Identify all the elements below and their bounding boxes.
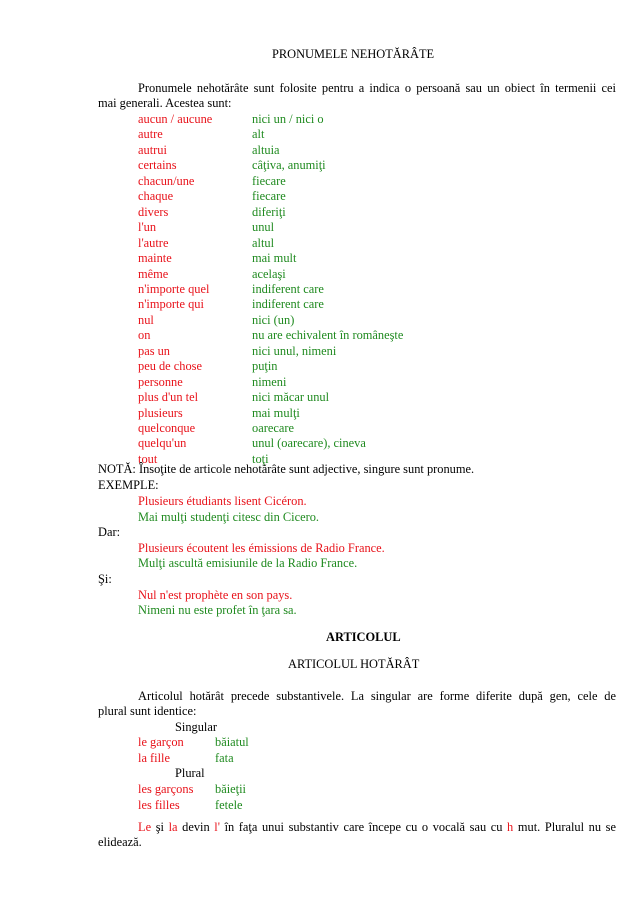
si-label: Şi: bbox=[98, 572, 112, 586]
pronoun-romanian: mai mulţi bbox=[252, 406, 300, 420]
pronoun-french: l'autre bbox=[138, 236, 169, 250]
section-title: ARTICOLUL bbox=[326, 630, 401, 644]
pronoun-french: pas un bbox=[138, 344, 171, 358]
example-1-french: Plusieurs étudiants lisent Cicéron. bbox=[138, 494, 307, 508]
example-1-romanian: Mai mulţi studenţi citesc din Cicero. bbox=[138, 510, 320, 524]
pronoun-french: autre bbox=[138, 127, 163, 141]
pronoun-romanian: mai mult bbox=[252, 251, 297, 265]
example-3-romanian: Nimeni nu este profet în ţara sa. bbox=[138, 603, 297, 617]
pronoun-french: divers bbox=[138, 205, 169, 219]
pronoun-french: chacun/une bbox=[138, 174, 195, 188]
subsection-title: ARTICOLUL HOTĂRÂT bbox=[288, 657, 420, 671]
pronoun-romanian: nici măcar unul bbox=[252, 390, 330, 404]
pronoun-romanian: nu are echivalent în româneşte bbox=[252, 328, 404, 342]
pronoun-romanian: nici unul, nimeni bbox=[252, 344, 337, 358]
example-2-romanian: Mulţi ascultă emisiunile de la Radio France. bbox=[138, 556, 358, 570]
pronoun-romanian: diferiţi bbox=[252, 205, 286, 219]
pronoun-french: l'un bbox=[138, 220, 157, 234]
note-text: NOTĂ: Însoţite de articole nehotărâte sunt adjective, singure sunt pronume. bbox=[98, 462, 475, 476]
page-title: PRONUMELE NEHOTĂRÂTE bbox=[272, 47, 435, 61]
pronoun-romanian: unul bbox=[252, 220, 275, 234]
article-le: Le bbox=[138, 820, 152, 834]
pronoun-french: tout bbox=[138, 452, 158, 466]
pronoun-french: aucun / aucune bbox=[138, 112, 213, 126]
plural-label: Plural bbox=[175, 766, 205, 780]
pronoun-french: personne bbox=[138, 375, 183, 389]
pronoun-french: on bbox=[138, 328, 151, 342]
pronoun-romanian: altul bbox=[252, 236, 275, 250]
plural-fr: les filles bbox=[138, 798, 180, 812]
article-l-elided: l' bbox=[214, 820, 220, 834]
intro-paragraph-line1: Pronumele nehotărâte sunt folosite pentru a indica o persoană sau un obiect în termenii cei bbox=[138, 81, 616, 95]
plural-ro: fetele bbox=[215, 798, 243, 812]
pronoun-french: autrui bbox=[138, 143, 167, 157]
elision-paragraph-line1 bbox=[138, 820, 616, 835]
pronoun-romanian: unul (oarecare), cineva bbox=[252, 436, 366, 450]
pronoun-romanian: oarecare bbox=[252, 421, 294, 435]
conjunction: şi bbox=[155, 820, 164, 834]
pronoun-french: mainte bbox=[138, 251, 172, 265]
example-2-french: Plusieurs écoutent les émissions de Radio France. bbox=[138, 541, 385, 555]
examples-label: EXEMPLE: bbox=[98, 478, 159, 492]
pronoun-romanian: fiecare bbox=[252, 189, 286, 203]
pronoun-romanian: indiferent care bbox=[252, 297, 324, 311]
pronoun-romanian: câţiva, anumiţi bbox=[252, 158, 326, 172]
plural-fr: les garçons bbox=[138, 782, 194, 796]
verb-text: devin bbox=[182, 820, 210, 834]
pronoun-romanian: indiferent care bbox=[252, 282, 324, 296]
pronoun-french: quelqu'un bbox=[138, 436, 187, 450]
pronoun-romanian: nici un / nici o bbox=[252, 112, 324, 126]
article-la: la bbox=[168, 820, 178, 834]
pronoun-romanian: altuia bbox=[252, 143, 280, 157]
pronoun-french: nul bbox=[138, 313, 154, 327]
pronoun-french: même bbox=[138, 267, 169, 281]
pronoun-romanian: alt bbox=[252, 127, 265, 141]
pronoun-romanian: nimeni bbox=[252, 375, 287, 389]
pronoun-french: peu de chose bbox=[138, 359, 202, 373]
singular-label: Singular bbox=[175, 720, 217, 734]
plural-ro: băieţii bbox=[215, 782, 246, 796]
pronoun-romanian: nici (un) bbox=[252, 313, 295, 327]
pronoun-french: chaque bbox=[138, 189, 174, 203]
pronoun-french: n'importe quel bbox=[138, 282, 210, 296]
pronoun-french: quelconque bbox=[138, 421, 196, 435]
pronoun-french: certains bbox=[138, 158, 177, 172]
pronoun-french: plusieurs bbox=[138, 406, 183, 420]
singular-fr: la fille bbox=[138, 751, 170, 765]
example-3-french: Nul n'est prophète en son pays. bbox=[138, 588, 293, 602]
singular-ro: fata bbox=[215, 751, 234, 765]
dar-label: Dar: bbox=[98, 525, 121, 539]
intro-paragraph-line2: mai generali. Acestea sunt: bbox=[98, 96, 232, 110]
article-paragraph-line2: plural sunt identice: bbox=[98, 704, 197, 718]
singular-fr: le garçon bbox=[138, 735, 184, 749]
pronoun-french: n'importe qui bbox=[138, 297, 204, 311]
letter-h: h bbox=[507, 820, 514, 834]
pronoun-romanian: puţin bbox=[252, 359, 278, 373]
pronoun-romanian: acelaşi bbox=[252, 267, 286, 281]
elision-paragraph-line2: elidează. bbox=[98, 835, 142, 849]
pronoun-french: plus d'un tel bbox=[138, 390, 199, 404]
rule-text: în faţa unui substantiv care începe cu o vocală sau cu bbox=[224, 820, 503, 834]
pronoun-romanian: fiecare bbox=[252, 174, 286, 188]
pronoun-romanian: toţi bbox=[252, 452, 269, 466]
article-paragraph-line1: Articolul hotărât precede substantivele. La singular are forme diferite după gen, cele de bbox=[138, 689, 616, 703]
singular-ro: băiatul bbox=[215, 735, 249, 749]
rule-text-end: mut. Pluralul nu se bbox=[517, 820, 616, 834]
